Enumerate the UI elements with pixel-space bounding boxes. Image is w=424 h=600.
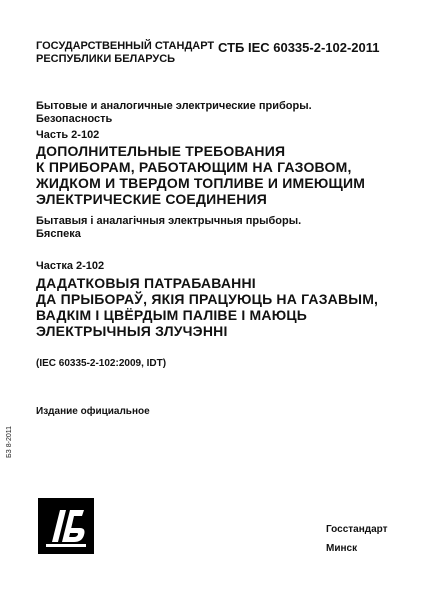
by-subtitle-line-1: Бытавыя і аналагічныя электрычныя прыборы. <box>36 215 302 227</box>
stb-logo-icon <box>38 498 94 554</box>
ru-part-number: Часть 2-102 <box>36 129 100 141</box>
stb-logo <box>38 498 94 554</box>
by-title-line-1: ДАДАТКОВЫЯ ПАТРАБАВАННІ <box>36 275 256 291</box>
standard-code: СТБ IEC 60335-2-102-2011 <box>218 40 380 55</box>
by-part-number: Частка 2-102 <box>36 260 105 272</box>
by-subtitle-line-2: Бяспека <box>36 228 81 240</box>
ru-title-line-4: ЭЛЕКТРИЧЕСКИЕ СОЕДИНЕНИЯ <box>36 191 268 207</box>
by-subtitle <box>36 215 301 241</box>
edition-label: Издание официальное <box>36 406 150 417</box>
ru-title <box>36 143 365 207</box>
authority-line-2: РЕСПУБЛИКИ БЕЛАРУСЬ <box>36 53 176 65</box>
by-title-line-3: ВАДКІМ І ЦВЁРДЫМ ПАЛІВЕ І МАЮЦЬ <box>36 307 308 323</box>
by-title-line-2: ДА ПРЫБОРАЎ, ЯКІЯ ПРАЦУЮЦЬ НА ГАЗАВЫМ, <box>36 291 379 307</box>
by-title <box>36 275 378 339</box>
ru-subtitle-line-2: Безопасность <box>36 113 113 125</box>
by-title-line-4: ЭЛЕКТРЫЧНЫЯ ЗЛУЧЭННІ <box>36 323 228 339</box>
publication-city: Минск <box>326 543 358 554</box>
ru-title-line-3: ЖИДКОМ И ТВЕРДОМ ТОПЛИВЕ И ИМЕЮЩИМ <box>36 175 366 191</box>
ru-subtitle-line-1: Бытовые и аналогичные электрические приборы. <box>36 100 312 112</box>
ru-title-line-1: ДОПОЛНИТЕЛЬНЫЕ ТРЕБОВАНИЯ <box>36 143 286 159</box>
iec-reference: (IEC 60335-2-102:2009, IDT) <box>36 358 167 369</box>
ru-title-line-2: К ПРИБОРАМ, РАБОТАЮЩИМ НА ГАЗОВОМ, <box>36 159 352 175</box>
issuing-authority <box>36 40 214 66</box>
ru-subtitle <box>36 100 312 126</box>
authority-line-1: ГОСУДАРСТВЕННЫЙ СТАНДАРТ <box>36 40 215 52</box>
publisher: Госстандарт <box>326 524 388 535</box>
side-code: БЗ 8-2011 <box>6 426 13 458</box>
